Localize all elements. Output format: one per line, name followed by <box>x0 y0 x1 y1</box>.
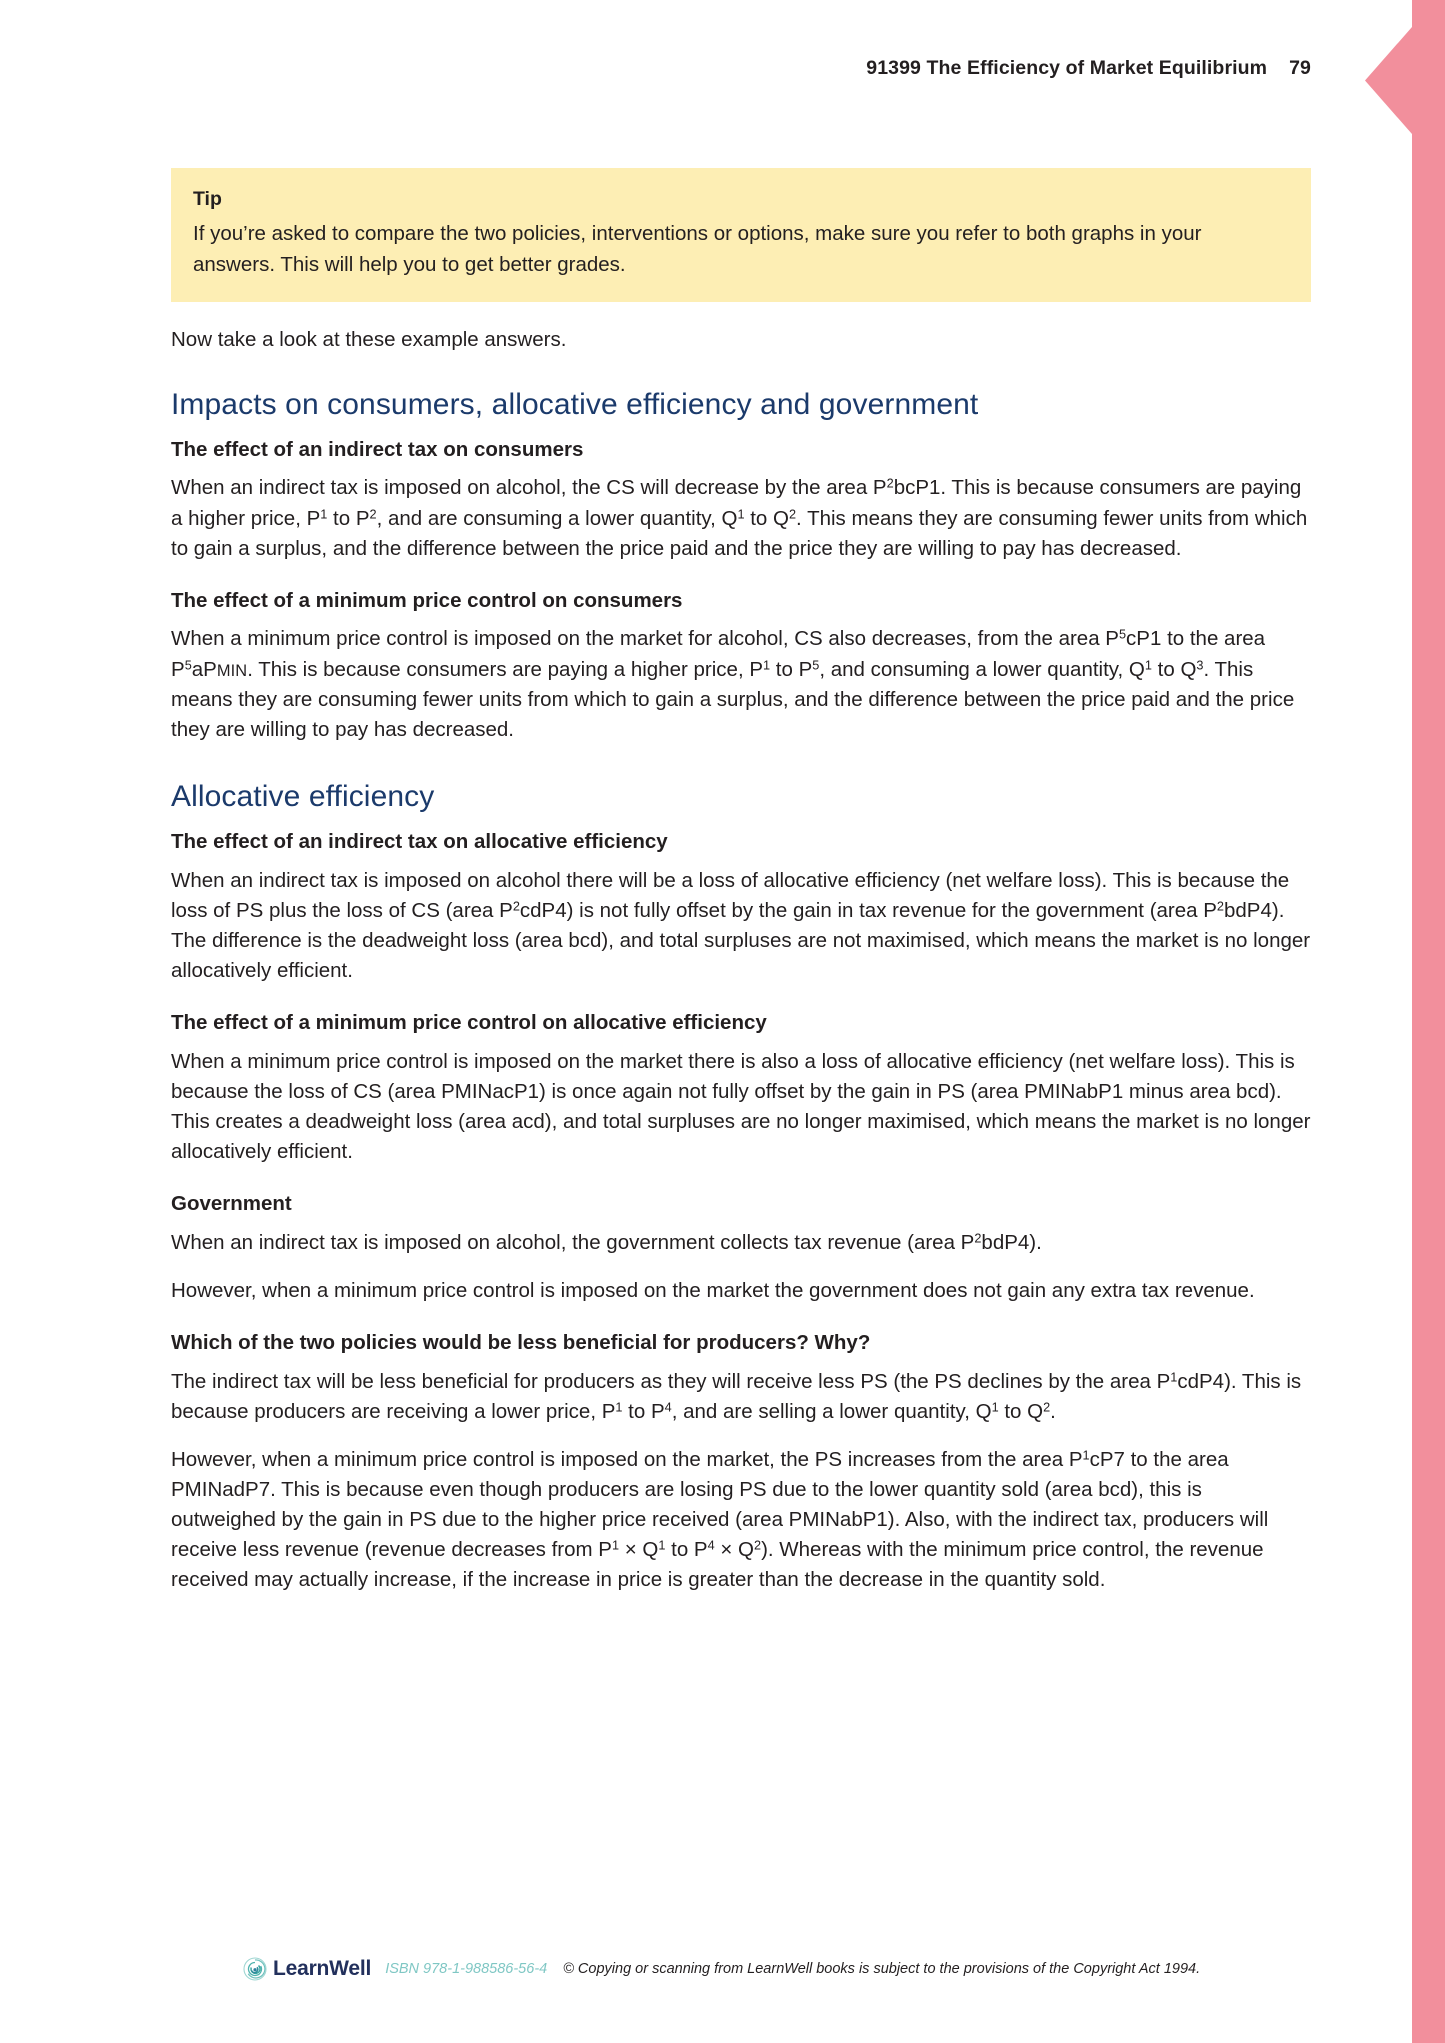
footer-isbn: ISBN 978-1-988586-56-4 <box>385 1961 548 1977</box>
section-heading: Impacts on consumers, allocative efficiency and government <box>171 387 979 421</box>
sub-heading: Which of the two policies would be less beneficial for producers? Why? <box>171 1331 871 1355</box>
sub-heading: The effect of a minimum price control on consumers <box>171 588 683 612</box>
footer-copyright: © Copying or scanning from LearnWell books is subject to the provisions of the Copyright Act 1994. <box>563 1961 1201 1977</box>
sections-container <box>171 387 1311 1596</box>
body-paragraph: When a minimum price control is imposed on the market for alcohol, CS also decreases, from the area $P^5cP1$ to the area $P^5aPMIN$. This is because consumers are paying a higher price, $P^1$ to $P^5$, and consuming a lower quantity, $Q^1$ to $Q^3$. This means they are consuming fewer units from which to gain a surplus, and the difference between the price paid and the price they are willing to pay has decreased. <box>171 626 1295 741</box>
body-paragraph: However, when a minimum price control is imposed on the market, the PS increases from the area $P^1cP7$ to the area PMINadP7. This is because even though producers are losing PS due to the lower quantity sold (area bcd), this is outweighed by the gain in PS due to the higher price received (area PMINabP1). Also, with the indirect tax, producers will receive less revenue (revenue decreases from $P^1 \times Q^1$ to $P^4 \times Q^2$). Whereas with the minimum price control, the revenue received may actually increase, if the increase in price is greater than the decrease in the quantity sold. <box>171 1447 1269 1592</box>
page-number: 79 <box>1289 57 1311 79</box>
page-content <box>171 168 1311 1614</box>
learnwell-logo <box>243 1957 371 1981</box>
body-paragraph: When a minimum price control is imposed on the market there is also a loss of allocative efficiency (net welfare loss). This is because the loss of CS (area PMINacP1) is once again not fully offset by the gain in PS (area PMINabP1 minus area bcd). This creates a deadweight loss (area acd), and total surpluses are no longer maximised, which means the market is no longer allocatively efficient. <box>171 1049 1311 1164</box>
tip-title: Tip <box>193 188 222 210</box>
tip-body: If you’re asked to compare the two policies, interventions or options, make sure you refer to both graphs in your answers. This will help you to get better grades. <box>193 222 1202 276</box>
running-head <box>0 57 1311 80</box>
section-heading: Allocative efficiency <box>171 779 435 813</box>
sub-heading: Government <box>171 1192 292 1216</box>
body-paragraph: When an indirect tax is imposed on alcohol, the CS will decrease by the area $P^2bcP1$. This is because consumers are paying a higher price, $P^1$ to $P^2$, and are consuming a lower quantity, $Q^1$ to $Q^2$. This means they are consuming fewer units from which to gain a surplus, and the difference between the price paid and the price they are willing to pay has decreased. <box>171 475 1308 560</box>
tip-callout <box>171 168 1311 302</box>
spiral-logo-icon <box>243 1957 267 1981</box>
intro-paragraph: Now take a look at these example answers. <box>171 327 567 351</box>
sub-heading: The effect of a minimum price control on allocative efficiency <box>171 1011 767 1035</box>
body-paragraph: The indirect tax will be less beneficial for producers as they will receive less PS (the PS declines by the area $P^1cdP4$). This is because producers are receiving a lower price, $P^1$ to $P^4$, and are selling a lower quantity, $Q^1$ to $Q^2$. <box>171 1369 1302 1423</box>
body-paragraph: However, when a minimum price control is imposed on the market the government does not gain any extra tax revenue. <box>171 1278 1255 1302</box>
logo-wordmark: LearnWell <box>273 1957 372 1980</box>
page-edge-tab <box>1412 0 1445 2043</box>
sub-heading: The effect of an indirect tax on consumers <box>171 437 584 461</box>
body-paragraph: When an indirect tax is imposed on alcohol there will be a loss of allocative efficiency (net welfare loss). This is because the loss of PS plus the loss of CS (area $P^2cdP4$) is not fully offset by the gain in tax revenue for the government (area $P^2bdP4$). The difference is the deadweight loss (area bcd), and total surpluses are not maximised, which means the market is no longer allocatively efficient. <box>171 868 1311 982</box>
sub-heading: The effect of an indirect tax on allocative efficiency <box>171 829 668 853</box>
running-head-title: 91399 The Efficiency of Market Equilibrium <box>866 57 1268 79</box>
body-paragraph: When an indirect tax is imposed on alcohol, the government collects tax revenue (area $P^2bdP4$). <box>171 1230 1042 1254</box>
page-footer <box>243 1957 1323 1981</box>
